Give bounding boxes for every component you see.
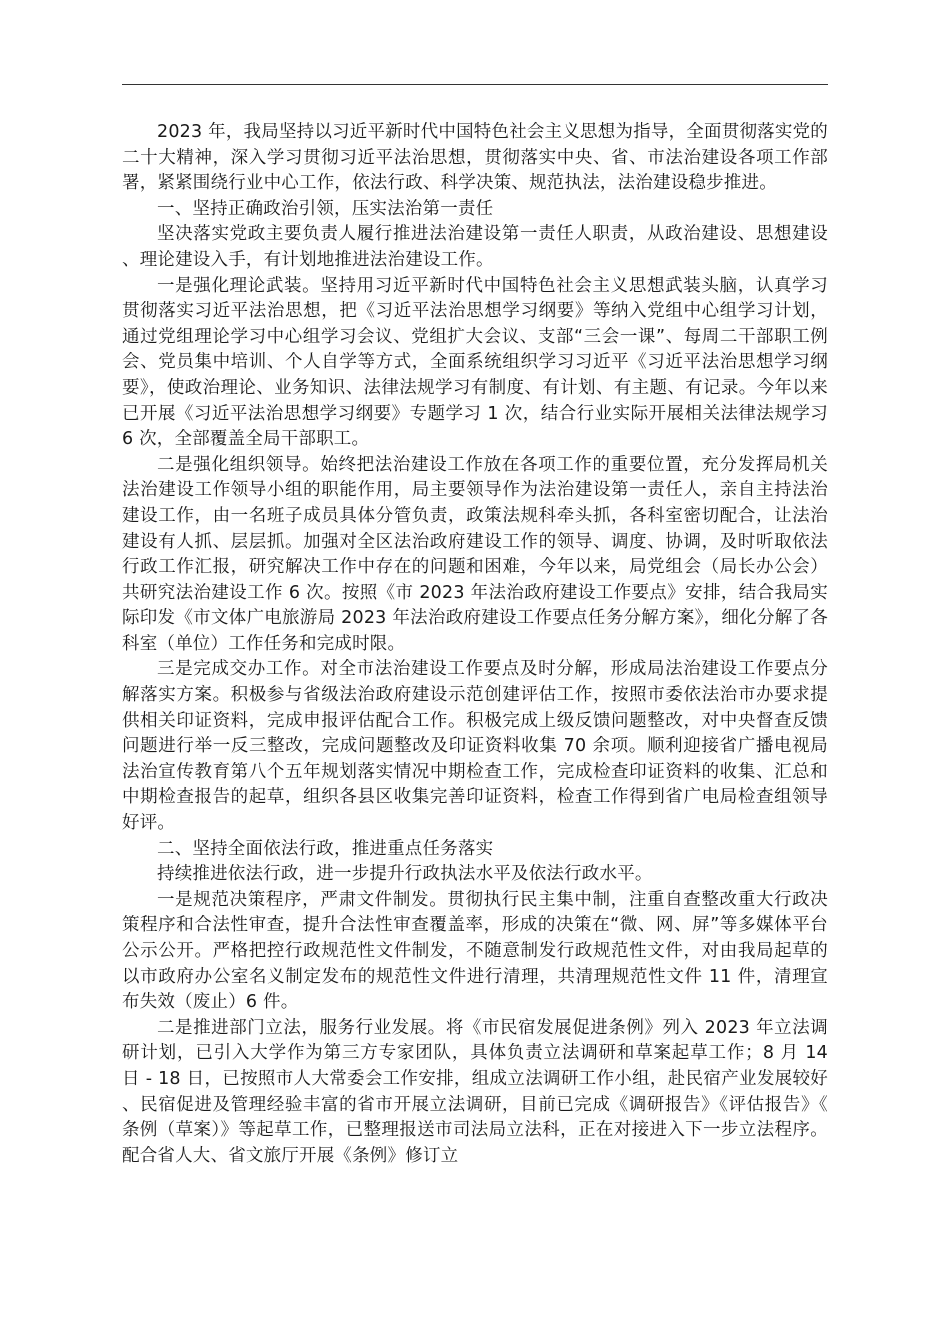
document-body (122, 120, 828, 1169)
paragraph-legislation: 二是推进部门立法，服务行业发展。将《市民宿发展促进条例》列入 2023 年立法调研计划，已引入大学作为第三方专家团队，具体负责立法调研和草案起草工作；8 月 14 日 - 18 日，已按照市人大常委会工作安排，组成立法调研工作小组，赴民宿产业发展较好、民宿促进及管理经验丰富的省市开展立法调研，目前已完成《调研报告》《评估报告》《条例（草案）》等起草工作，已整理报送市司法局立法科，正在对接进入下一步立法程序。配合省人大、省文旅厅开展《条例》修订立 (122, 1017, 828, 1166)
paragraph-section-1-intro: 坚决落实党政主要负责人履行推进法治建设第一责任人职责，从政治建设、思想建设、理论建设入手，有计划地推进法治建设工作。 (122, 224, 828, 270)
paragraph-theory: 一是强化理论武装。坚持用习近平新时代中国特色社会主义思想武装头脑，认真学习贯彻落实习近平法治思想，把《习近平法治思想学习纲要》等纳入党组中心组学习计划，通过党组理论学习中心组学习会议、党组扩大会议、支部“三会一课”、每周二干部职工例会、党员集中培训、个人自学等方式，全面系统组织学习习近平《习近平法治思想学习纲要》，使政治理论、业务知识、法律法规学习有制度、有计划、有主题、有记录。今年以来已开展《习近平法治思想学习纲要》专题学习 1 次，结合行业实际开展相关法律法规学习 6 次，全部覆盖全局干部职工。 (122, 275, 828, 450)
paragraph-section-2-intro: 持续推进依法行政，进一步提升行政执法水平及依法行政水平。 (157, 864, 653, 885)
paragraph-intro: 2023 年，我局坚持以习近平新时代中国特色社会主义思想为指导，全面贯彻落实党的二十大精神，深入学习贯彻习近平法治思想，贯彻落实中央、省、市法治建设各项工作部署，紧紧围绕行业中心工作，依法行政、科学决策、规范执法，法治建设稳步推进。 (122, 122, 828, 194)
paragraph-decision-procedure: 一是规范决策程序，严肃文件制发。贯彻执行民主集中制，注重自查整改重大行政决策程序和合法性审查，提升合法性审查覆盖率，形成的决策在“微、网、屏”等多媒体平台公示公开。严格把控行政规范性文件制发，不随意制发行政规范性文件，对由我局起草的以市政府办公室名义制定发布的规范性文件进行清理，共清理规范性文件 11 件，清理宣布失效（废止）6 件。 (122, 889, 828, 1013)
section-heading-2: 二、坚持全面依法行政，推进重点任务落实 (157, 838, 494, 859)
paragraph-assigned-work: 三是完成交办工作。对全市法治建设工作要点及时分解，形成局法治建设工作要点分解落实方案。积极参与省级法治政府建设示范创建评估工作，按照市委依法治市办要求提供相关印证资料，完成申报评估配合工作。积极完成上级反馈问题整改，对中央督查反馈问题进行举一反三整改，完成问题整改及印证资料收集 70 余项。顺利迎接省广播电视局法治宣传教育第八个五年规划落实情况中期检查工作，完成检查印证资料的收集、汇总和中期检查报告的起草，组织各县区收集完善印证资料，检查工作得到省广电局检查组领导好评。 (122, 659, 828, 834)
paragraph-leadership: 二是强化组织领导。始终把法治建设工作放在各项工作的重要位置，充分发挥局机关法治建设工作领导小组的职能作用，局主要领导作为法治建设第一责任人，亲自主持法治建设工作，由一名班子成员具体分管负责，政策法规科牵头抓，各科室密切配合，让法治建设有人抓、层层抓。加强对全区法治政府建设工作的领导、调度、协调，及时听取依法行政工作汇报，研究解决工作中存在的问题和困难，今年以来，局党组会（局长办公会）共研究法治建设工作 6 次。按照《市 2023 年法治政府建设工作要点》安排，结合我局实际印发《市文体广电旅游局 2023 年法治政府建设工作要点任务分解方案》，细化分解了各科室（单位）工作任务和完成时限。 (122, 454, 828, 654)
header-divider (122, 84, 828, 85)
section-heading-1: 一、坚持正确政治引领，压实法治第一责任 (157, 198, 494, 219)
